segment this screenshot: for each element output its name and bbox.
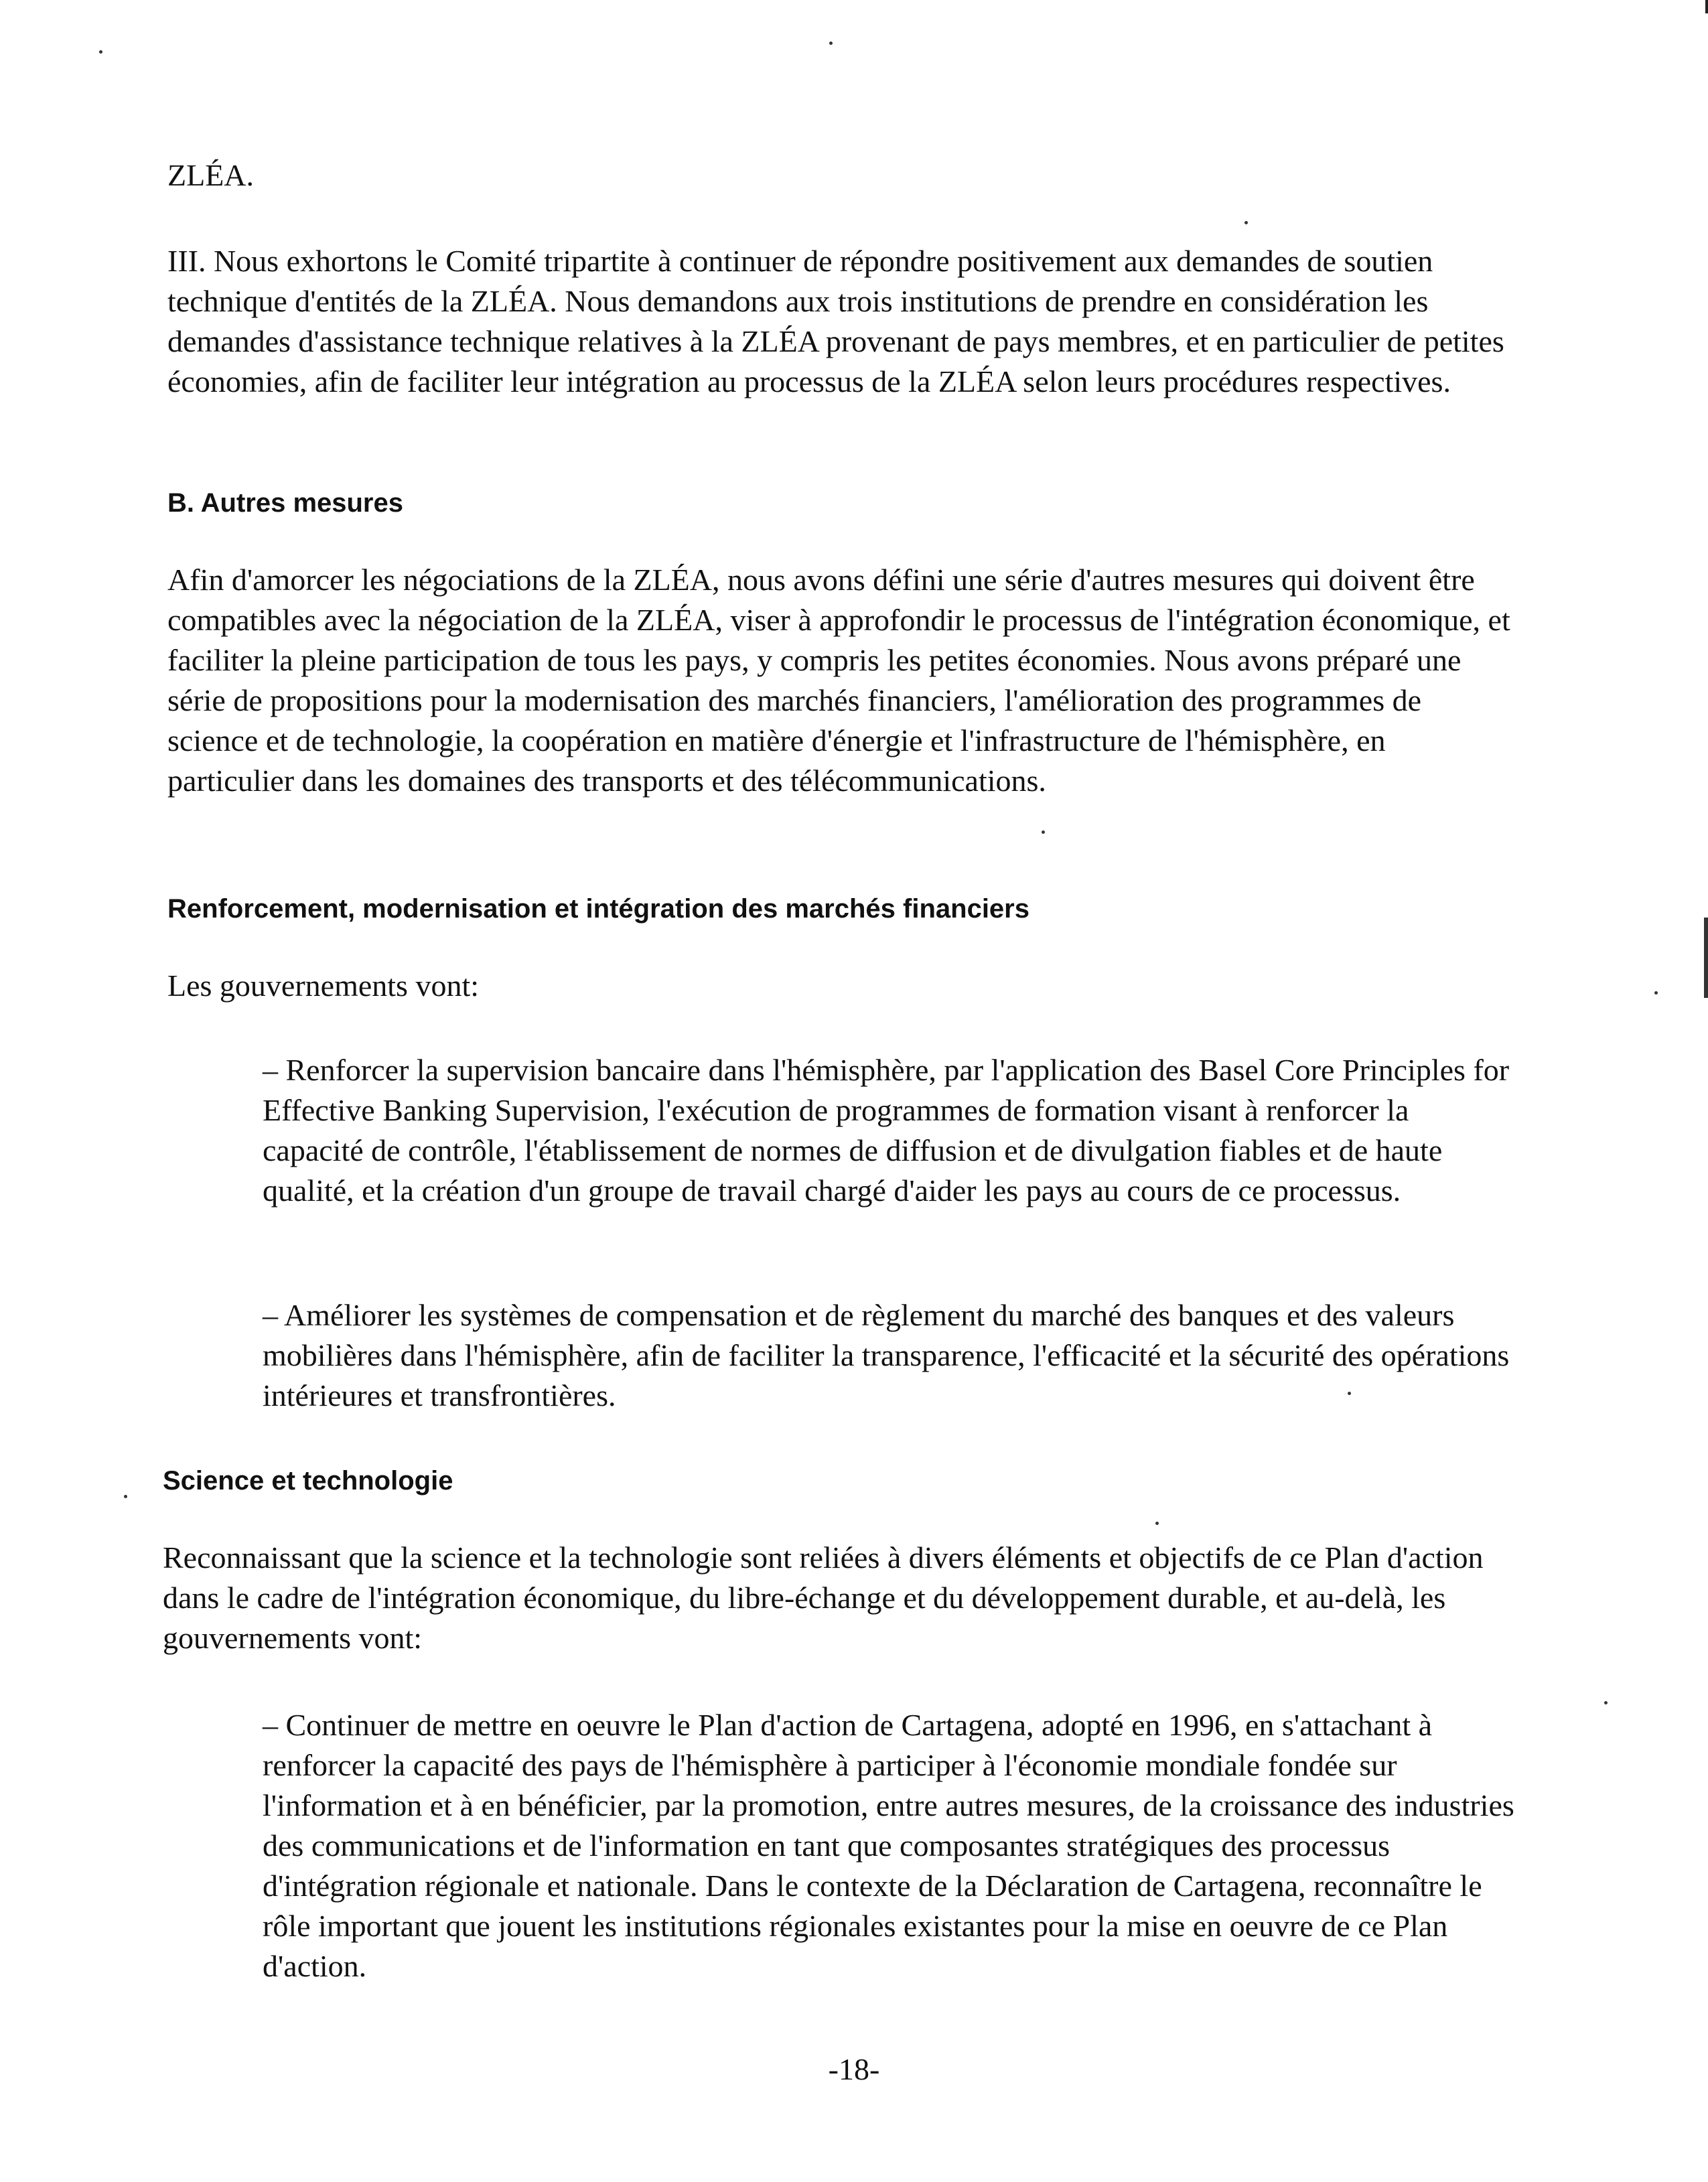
scan-speck bbox=[1654, 991, 1658, 995]
scan-speck bbox=[1244, 221, 1248, 224]
paragraph: III. Nous exhortons le Comité tripartite à continuer de répondre positivement aux demandes de soutien technique d'entités de la ZLÉA. Nous demandons aux trois institutions de prendre en considération les demandes d'assistance technique relatives à la ZLÉA provenant de pays membres, et en particulier de petites économies, afin de faciliter leur intégration au processus de la ZLÉA selon leurs procédures respectives. bbox=[167, 244, 1504, 398]
list-item: – Continuer de mettre en oeuvre le Plan d'action de Cartagena, adopté en 1996, en s'attachant à renforcer la capacité des pays de l'hémisphère à participer à l'économie mondiale fondée sur l'information et à en bénéficier, par la promotion, entre autres mesures, de la croissance des industries des communications et de l'information en tant que composantes stratégiques des processus d'intégration régionale et nationale. Dans le contexte de la Déclaration de Cartagena, reconnaître le rôle important que jouent les institutions régionales existantes pour la mise en oeuvre de ce Plan d'action. bbox=[263, 1708, 1514, 1983]
section-heading: Science et technologie bbox=[163, 1466, 453, 1496]
paragraph: Afin d'amorcer les négociations de la ZLÉA, nous avons défini une série d'autres mesures qui doivent être compatibles avec la négociation de la ZLÉA, viser à approfondir le processus de l'intégration économique, et faciliter la pleine participation de tous les pays, y compris les petites économies. Nous avons préparé une série de propositions pour la modernisation des marchés financiers, l'amélioration des programmes de science et de technologie, la coopération en matière d'énergie et l'infrastructure de l'hémisphère, en particulier dans les domaines des transports et des télécommunications. bbox=[167, 563, 1510, 798]
list-item: – Renforcer la supervision bancaire dans l'hémisphère, par l'application des Basel Core Principles for Effective Banking Supervision, l'exécution de programmes de formation visant à renforcer la capacité de contrôle, l'établissement de normes de diffusion et de divulgation fiables et de haute qualité, et la création d'un groupe de travail chargé d'aider les pays au cours de ce processus. bbox=[263, 1053, 1510, 1208]
section-heading: Renforcement, modernisation et intégration des marchés financiers bbox=[167, 894, 1029, 924]
scan-speck bbox=[99, 50, 102, 54]
paragraph: ZLÉA. bbox=[167, 158, 255, 192]
scan-speck bbox=[124, 1495, 127, 1498]
scan-edge-mark bbox=[1705, 0, 1708, 13]
scan-speck bbox=[1042, 830, 1045, 834]
scan-speck bbox=[829, 42, 833, 45]
paragraph: Les gouvernements vont: bbox=[167, 968, 480, 1003]
page-number: -18- bbox=[828, 2052, 880, 2086]
section-heading: B. Autres mesures bbox=[167, 488, 403, 518]
scan-speck bbox=[1604, 1701, 1608, 1704]
scan-speck bbox=[1155, 1522, 1159, 1525]
scan-edge-mark bbox=[1704, 918, 1708, 998]
paragraph: Reconnaissant que la science et la technologie sont reliées à divers éléments et objectifs de ce Plan d'action dans le cadre de l'intégration économique, du libre-échange et du développement durable, et au-delà, les gouvernements vont: bbox=[163, 1540, 1484, 1655]
list-item: – Améliorer les systèmes de compensation et de règlement du marché des banques et des valeurs mobilières dans l'hémisphère, afin de faciliter la transparence, l'efficacité et la sécurité des opérations intérieures et transfrontières. bbox=[263, 1298, 1510, 1412]
